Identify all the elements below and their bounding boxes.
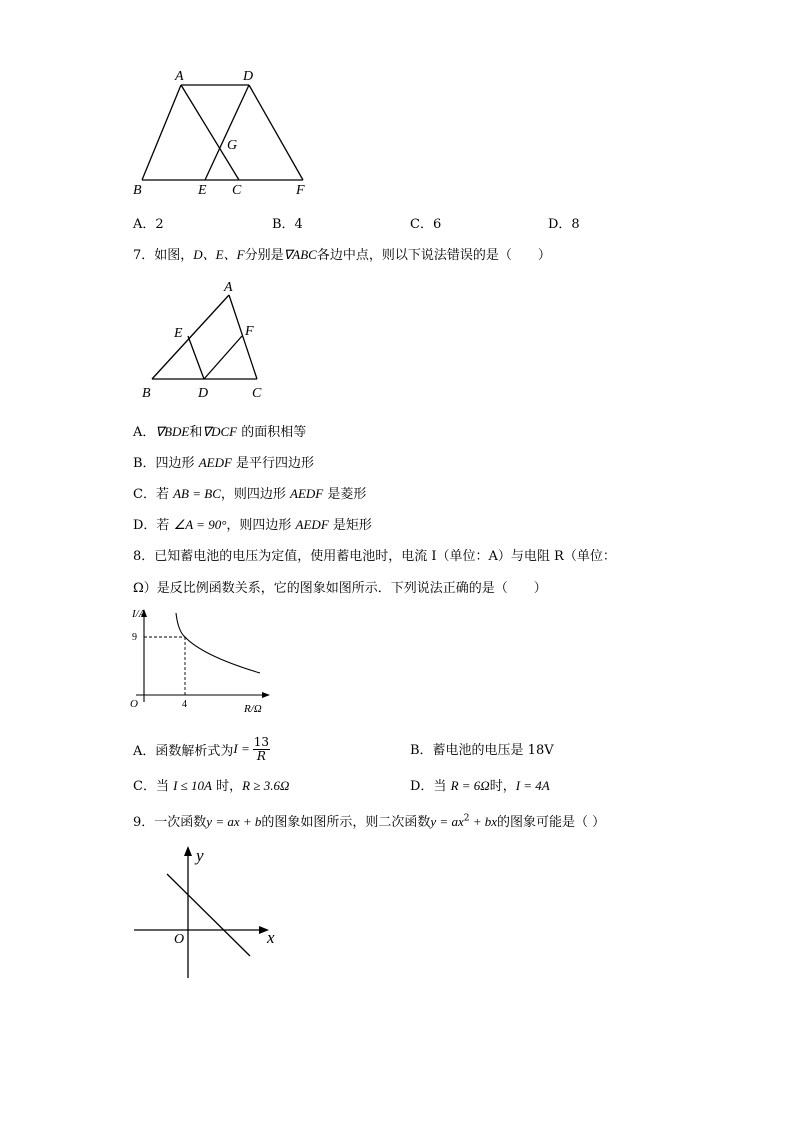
- y-axis-label: y: [196, 846, 204, 865]
- q9-stem-b: 的图象如图所示，则二次函数: [261, 815, 431, 830]
- fraction-numerator: 13: [253, 734, 270, 749]
- inverse-curve: [176, 613, 260, 673]
- y-tick-9: 9: [132, 632, 137, 643]
- option-mid: ，则四边形: [220, 487, 291, 502]
- q9-stem-c: 的图象可能是（ ）: [497, 815, 606, 830]
- option-prefix: D．若: [133, 518, 174, 533]
- math-linear: y = ax + b: [206, 814, 262, 829]
- segment-ed: [188, 336, 204, 379]
- q7-option-c[interactable]: [133, 483, 366, 502]
- segment-ab: [142, 85, 181, 180]
- option-suffix: 的面积相等: [237, 425, 307, 440]
- option-suffix: 是矩形: [328, 518, 372, 533]
- q9-number: 9．: [133, 815, 155, 830]
- math-i-eq: I = 4A: [515, 778, 550, 793]
- label-a: A: [224, 280, 233, 295]
- q6-option-c[interactable]: C．6: [410, 217, 442, 232]
- q7-option-a[interactable]: [133, 421, 306, 440]
- math-lhs: I =: [233, 741, 250, 756]
- q6-option-a[interactable]: A．2: [133, 217, 164, 232]
- y-axis-arrow: [184, 846, 192, 856]
- math-ab-bc: AB = BC: [173, 486, 221, 501]
- x-axis-label: x: [267, 928, 275, 947]
- q6-option-d[interactable]: D．8: [548, 217, 580, 232]
- q7-stem-c: 各边中点，则以下说法错误的是（ ）: [316, 248, 551, 263]
- segment-ac: [181, 85, 239, 180]
- label-e: E: [174, 326, 183, 341]
- math-quadratic-b: + bx: [469, 814, 497, 829]
- q9-stem: [133, 811, 605, 830]
- q7-stem-triangle: ∇ABC: [283, 247, 317, 262]
- origin-label: O: [130, 698, 138, 710]
- math-exponent: 2: [463, 813, 470, 824]
- option-mid: ，则四边形: [226, 518, 296, 533]
- label-d: D: [243, 69, 254, 84]
- x-axis-arrow: [262, 692, 270, 698]
- q6-trapezoid-figure: [125, 62, 325, 202]
- option-mid: 时，: [489, 779, 516, 794]
- math-i-le: I ≤ 10A: [173, 778, 212, 793]
- math-aedf: AEDF: [295, 517, 329, 532]
- label-b: B: [133, 183, 142, 198]
- math-bde: ∇BDE: [155, 424, 190, 439]
- q8-option-d[interactable]: [410, 775, 550, 794]
- segment-de: [205, 85, 249, 180]
- q7-stem-a: 如图，: [154, 248, 194, 263]
- label-a: A: [175, 69, 184, 84]
- option-mid: 时，: [212, 779, 243, 794]
- q8-inverse-graph: [128, 603, 273, 716]
- segment-df: [249, 85, 303, 180]
- q7-stem-points: D、E、F: [193, 247, 245, 262]
- segment-ab: [152, 295, 229, 379]
- q9-stem-a: 一次函数: [154, 815, 207, 830]
- label-c: C: [252, 386, 262, 401]
- origin-label: O: [174, 932, 185, 947]
- math-angle-a: ∠A = 90°: [173, 517, 227, 532]
- label-d: D: [198, 386, 209, 401]
- q7-number: 7．: [133, 248, 155, 263]
- q8-stem-line1: 8．已知蓄电池的电压为定值，使用蓄电池时，电流 I（单位：A）与电阻 R（单位：: [133, 549, 616, 564]
- q8-option-c[interactable]: [133, 775, 289, 794]
- math-aedf: AEDF: [198, 455, 232, 470]
- option-suffix: 是菱形: [323, 487, 367, 502]
- option-prefix: D．当: [410, 779, 451, 794]
- label-g: G: [227, 138, 238, 153]
- option-prefix: B．四边形: [133, 456, 199, 471]
- q6-option-b[interactable]: B．4: [272, 217, 303, 232]
- q9-linear-graph: [128, 843, 288, 983]
- fraction: [253, 736, 270, 763]
- label-c: C: [232, 183, 242, 198]
- label-f: F: [245, 324, 254, 339]
- segment-df: [204, 336, 242, 379]
- q8-option-b[interactable]: B．蓄电池的电压是 18V: [410, 743, 554, 758]
- math-quadratic-a: y = ax: [430, 814, 464, 829]
- option-prefix: C．若: [133, 487, 174, 502]
- math-dcf: ∇DCF: [202, 424, 238, 439]
- option-prefix: A．: [133, 425, 156, 440]
- option-suffix: 是平行四边形: [231, 456, 315, 471]
- math-r-ge: R ≥ 3.6Ω: [242, 778, 290, 793]
- y-axis-label: I/A: [132, 608, 146, 620]
- math-r-eq: R = 6Ω: [450, 778, 490, 793]
- q8-option-a[interactable]: [133, 732, 270, 766]
- q7-option-b[interactable]: [133, 452, 314, 471]
- option-mid: 和: [189, 425, 203, 440]
- x-tick-4: 4: [182, 699, 187, 710]
- x-axis-label: R/Ω: [244, 703, 262, 715]
- fraction-denominator: R: [256, 748, 266, 763]
- q7-stem-b: 分别是: [244, 248, 284, 263]
- label-f: F: [296, 183, 305, 198]
- q8-stem-line2: Ω）是反比例函数关系，它的图象如图所示．下列说法正确的是（ ）: [133, 581, 547, 596]
- math-aedf: AEDF: [290, 486, 324, 501]
- label-e: E: [198, 183, 207, 198]
- label-b: B: [142, 386, 151, 401]
- q7-option-d[interactable]: [133, 514, 372, 533]
- option-prefix: A．函数解析式为: [133, 743, 234, 759]
- q7-triangle-figure: [135, 276, 275, 404]
- option-prefix: C．当: [133, 779, 174, 794]
- q7-stem: [133, 244, 551, 263]
